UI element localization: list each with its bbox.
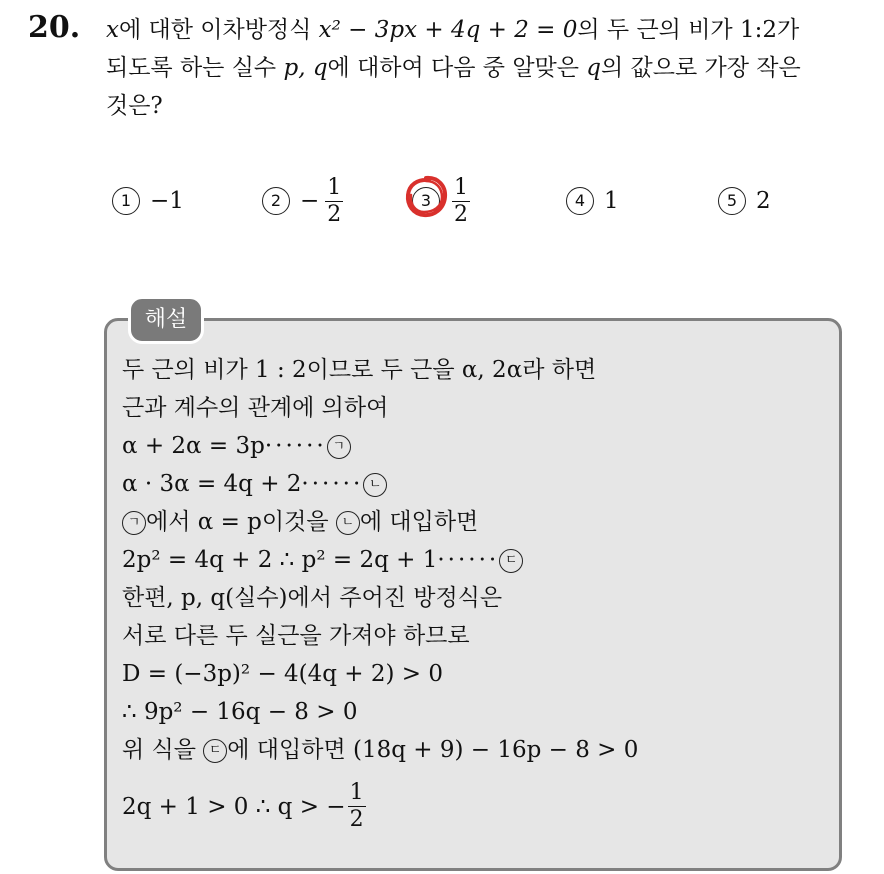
- choice-fraction: [452, 175, 470, 228]
- var-x: x: [106, 17, 119, 43]
- marker-2: ㄴ: [363, 473, 387, 497]
- marker-1: ㄱ: [327, 435, 351, 459]
- solution-line: 한편, p, q(실수)에서 주어진 방정식은: [122, 585, 503, 611]
- var-q: q: [586, 55, 602, 81]
- question-line-1: [106, 12, 866, 48]
- solution-line: D = (−3p)² − 4(4q + 2) > 0: [122, 661, 444, 687]
- choice-number: 3: [412, 187, 440, 215]
- question-text: 되도록 하는 실수: [106, 55, 284, 81]
- solution-line: [122, 468, 387, 500]
- choice-value: 1: [604, 188, 619, 214]
- solution-line: [122, 506, 478, 538]
- final-fraction: [348, 780, 366, 833]
- dots: ······: [264, 433, 327, 459]
- numerator: 1: [327, 174, 342, 200]
- text: 위 식을: [122, 737, 204, 763]
- numerator: 1: [454, 174, 468, 200]
- question-line-2: [106, 50, 866, 86]
- equation: 2q + 1 > 0 ∴ q > −: [122, 793, 346, 820]
- choice-value: 2: [756, 188, 771, 214]
- dots: ······: [301, 471, 364, 497]
- equation: α · 3α = 4q + 2: [122, 471, 302, 497]
- choice-number: 5: [718, 187, 746, 215]
- text: 에 대입하면 (18q + 9) − 16p − 8 > 0: [227, 737, 639, 763]
- question-text: 의 값으로 가장 작은: [601, 55, 801, 81]
- marker-3: ㄷ: [499, 549, 523, 573]
- choice-5[interactable]: [718, 168, 771, 234]
- choice-fraction: [325, 175, 343, 228]
- denominator: 2: [349, 807, 364, 832]
- marker-1: ㄱ: [122, 511, 146, 535]
- vars: p, q: [283, 55, 328, 81]
- solution-line: [122, 430, 351, 462]
- marker-3: ㄷ: [203, 739, 227, 763]
- question-line-3: 것은?: [106, 93, 163, 119]
- question-text: 의 두 근의 비가 1:2가: [577, 17, 800, 43]
- denominator: 2: [454, 201, 468, 227]
- question-number: 20.: [28, 10, 81, 45]
- text: 에 대입하면: [359, 509, 479, 535]
- solution-line: 서로 다른 두 실근을 가져야 하므로: [122, 623, 470, 649]
- solution-line: [122, 780, 366, 833]
- dots: ······: [437, 547, 500, 573]
- choice-2[interactable]: [262, 168, 343, 234]
- choice-1[interactable]: [112, 168, 184, 234]
- solution-label: 해설: [128, 296, 204, 344]
- choice-sign: −: [300, 188, 320, 214]
- text: 에서 α = p이것을: [146, 509, 336, 535]
- choice-4[interactable]: [566, 168, 619, 234]
- solution-line: [122, 734, 638, 766]
- equation: α + 2α = 3p: [122, 433, 265, 459]
- solution-line: 근과 계수의 관계에 의하여: [122, 395, 389, 421]
- denominator: 2: [327, 201, 342, 227]
- solution-line: 두 근의 비가 1 : 2이므로 두 근을 α, 2α라 하면: [122, 357, 597, 383]
- equation: x² − 3px + 4q + 2 = 0: [318, 17, 578, 43]
- equation: 2p² = 4q + 2 ∴ p² = 2q + 1: [122, 547, 438, 573]
- choice-value: −1: [150, 188, 184, 214]
- choice-number: 2: [262, 187, 290, 215]
- choice-number: 4: [566, 187, 594, 215]
- choice-number: 1: [112, 187, 140, 215]
- numerator: 1: [349, 780, 364, 805]
- marker-2: ㄴ: [336, 511, 360, 535]
- answer-mark-circle: [402, 172, 450, 220]
- solution-line: [122, 544, 523, 576]
- question-text: 에 대하여 다음 중 알맞은: [327, 55, 587, 81]
- question-text: 에 대한 이차방정식: [118, 17, 319, 43]
- solution-line: ∴ 9p² − 16q − 8 > 0: [122, 699, 358, 725]
